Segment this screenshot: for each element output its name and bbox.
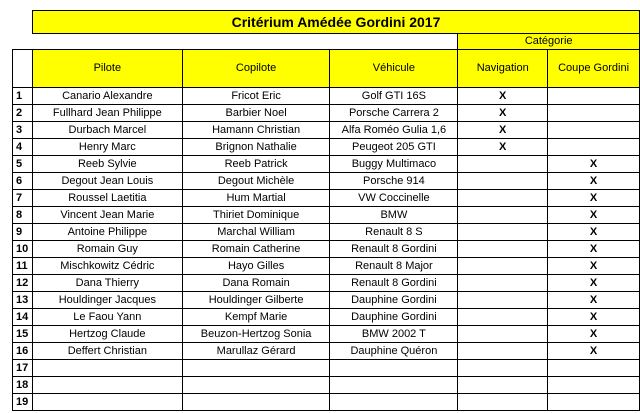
copilote-cell[interactable]: Fricot Eric	[182, 88, 330, 105]
coupe-gordini-cell[interactable]	[548, 394, 640, 411]
table-row	[13, 139, 640, 156]
vehicule-cell[interactable]: Renault 8 Gordini	[330, 241, 458, 258]
vehicule-cell[interactable]	[330, 360, 458, 377]
vehicule-cell[interactable]: Renault 8 Major	[330, 258, 458, 275]
copilote-cell[interactable]	[182, 377, 330, 394]
copilote-cell[interactable]: Dana Romain	[182, 275, 330, 292]
coupe-gordini-cell[interactable]	[548, 377, 640, 394]
vehicule-cell[interactable]: BMW	[330, 207, 458, 224]
coupe-gordini-cell[interactable]: X	[548, 343, 640, 360]
copilote-cell[interactable]: Houldinger Gilberte	[182, 292, 330, 309]
copilote-cell[interactable]: Kempf Marie	[182, 309, 330, 326]
table-row	[13, 292, 640, 309]
coupe-gordini-cell[interactable]: X	[548, 224, 640, 241]
row-number[interactable]: 10	[13, 241, 33, 258]
pilote-cell[interactable]: Henry Marc	[32, 139, 182, 156]
navigation-cell[interactable]: X	[458, 122, 548, 139]
table-row	[13, 207, 640, 224]
table-row	[13, 343, 640, 360]
vehicule-cell[interactable]: Peugeot 205 GTI	[330, 139, 458, 156]
vehicule-cell[interactable]: Renault 8 S	[330, 224, 458, 241]
navigation-cell[interactable]	[458, 173, 548, 190]
pilote-cell[interactable]: Fullhard Jean Philippe	[32, 105, 182, 122]
vehicule-cell[interactable]: Alfa Roméo Gulia 1,6	[330, 122, 458, 139]
row-number[interactable]: 15	[13, 326, 33, 343]
coupe-gordini-cell[interactable]	[548, 139, 640, 156]
table-row	[13, 156, 640, 173]
navigation-cell[interactable]	[458, 224, 548, 241]
coupe-gordini-cell[interactable]: X	[548, 173, 640, 190]
coupe-gordini-cell[interactable]: X	[548, 275, 640, 292]
vehicule-cell[interactable]: Porsche 914	[330, 173, 458, 190]
vehicule-cell[interactable]: Dauphine Gordini	[330, 309, 458, 326]
row-number[interactable]: 18	[13, 377, 33, 394]
copilote-cell[interactable]: Marullaz Gérard	[182, 343, 330, 360]
vehicule-cell[interactable]: Golf GTI 16S	[330, 88, 458, 105]
copilote-cell[interactable]: Hayo Gilles	[182, 258, 330, 275]
pilote-cell[interactable]: Degout Jean Louis	[32, 173, 182, 190]
header-copilote[interactable]: Copilote	[182, 50, 330, 88]
table-row	[13, 173, 640, 190]
copilote-cell[interactable]: Thiriet Dominique	[182, 207, 330, 224]
table-row	[13, 224, 640, 241]
copilote-cell[interactable]: Hum Martial	[182, 190, 330, 207]
row-number[interactable]: 8	[13, 207, 33, 224]
copilote-cell[interactable]: Brignon Nathalie	[182, 139, 330, 156]
row-number[interactable]: 7	[13, 190, 33, 207]
navigation-cell[interactable]	[458, 275, 548, 292]
row-number[interactable]: 11	[13, 258, 33, 275]
vehicule-cell[interactable]	[330, 394, 458, 411]
copilote-cell[interactable]: Barbier Noel	[182, 105, 330, 122]
copilote-cell[interactable]: Reeb Patrick	[182, 156, 330, 173]
navigation-cell[interactable]	[458, 258, 548, 275]
pilote-cell[interactable]	[32, 360, 182, 377]
copilote-cell[interactable]: Marchal William	[182, 224, 330, 241]
header-navigation[interactable]: Navigation	[458, 50, 548, 88]
pilote-cell[interactable]: Romain Guy	[32, 241, 182, 258]
table-row	[13, 394, 640, 411]
vehicule-cell[interactable]: Porsche Carrera 2	[330, 105, 458, 122]
pilote-cell[interactable]: Mischkowitz Cédric	[32, 258, 182, 275]
copilote-cell[interactable]: Beuzon-Hertzog Sonia	[182, 326, 330, 343]
row-number[interactable]: 13	[13, 292, 33, 309]
table-row	[13, 275, 640, 292]
pilote-cell[interactable]: Roussel Laetitia	[32, 190, 182, 207]
row-number[interactable]: 5	[13, 156, 33, 173]
pilote-cell[interactable]: Houldinger Jacques	[32, 292, 182, 309]
navigation-cell[interactable]	[458, 207, 548, 224]
copilote-cell[interactable]	[182, 394, 330, 411]
sheet-title[interactable]: Critérium Amédée Gordini 2017	[32, 11, 639, 34]
row-number[interactable]: 4	[13, 139, 33, 156]
coupe-gordini-cell[interactable]	[548, 122, 640, 139]
row-number[interactable]: 17	[13, 360, 33, 377]
row-number[interactable]: 16	[13, 343, 33, 360]
pilote-cell[interactable]: Durbach Marcel	[32, 122, 182, 139]
navigation-cell[interactable]	[458, 326, 548, 343]
copilote-cell[interactable]: Romain Catherine	[182, 241, 330, 258]
row-number[interactable]: 6	[13, 173, 33, 190]
coupe-gordini-cell[interactable]: X	[548, 207, 640, 224]
row-number[interactable]: 12	[13, 275, 33, 292]
vehicule-cell[interactable]: BMW 2002 T	[330, 326, 458, 343]
pilote-cell[interactable]: Le Faou Yann	[32, 309, 182, 326]
coupe-gordini-cell[interactable]: X	[548, 326, 640, 343]
navigation-cell[interactable]	[458, 309, 548, 326]
table-row	[13, 105, 640, 122]
row-number[interactable]: 3	[13, 122, 33, 139]
navigation-cell[interactable]	[458, 394, 548, 411]
coupe-gordini-cell[interactable]: X	[548, 309, 640, 326]
navigation-cell[interactable]	[458, 292, 548, 309]
row-number[interactable]: 14	[13, 309, 33, 326]
navigation-cell[interactable]	[458, 241, 548, 258]
vehicule-cell[interactable]: Renault 8 Gordini	[330, 275, 458, 292]
navigation-cell[interactable]	[458, 343, 548, 360]
table-row	[13, 241, 640, 258]
row-number[interactable]: 2	[13, 105, 33, 122]
table-row	[13, 88, 640, 105]
coupe-gordini-cell[interactable]	[548, 105, 640, 122]
table-row	[13, 360, 640, 377]
pilote-cell[interactable]: Reeb Sylvie	[32, 156, 182, 173]
header-vehicule[interactable]: Véhicule	[330, 50, 458, 88]
pilote-cell[interactable]: Dana Thierry	[32, 275, 182, 292]
category-header[interactable]: Catégorie	[458, 34, 640, 50]
header-pilote[interactable]: Pilote	[32, 50, 182, 88]
table-row	[13, 190, 640, 207]
pilote-cell[interactable]: Vincent Jean Marie	[32, 207, 182, 224]
pilote-cell[interactable]: Hertzog Claude	[32, 326, 182, 343]
coupe-gordini-cell[interactable]	[548, 360, 640, 377]
navigation-cell[interactable]: X	[458, 139, 548, 156]
table-row	[13, 377, 640, 394]
coupe-gordini-cell[interactable]: X	[548, 156, 640, 173]
pilote-cell[interactable]: Deffert Christian	[32, 343, 182, 360]
vehicule-cell[interactable]: Dauphine Gordini	[330, 292, 458, 309]
navigation-cell[interactable]: X	[458, 105, 548, 122]
coupe-gordini-cell[interactable]: X	[548, 190, 640, 207]
row-number[interactable]: 9	[13, 224, 33, 241]
table-row	[13, 122, 640, 139]
coupe-gordini-cell[interactable]: X	[548, 292, 640, 309]
copilote-cell[interactable]: Degout Michèle	[182, 173, 330, 190]
copilote-cell[interactable]	[182, 360, 330, 377]
table-row	[13, 309, 640, 326]
navigation-cell[interactable]: X	[458, 88, 548, 105]
pilote-cell[interactable]: Canario Alexandre	[32, 88, 182, 105]
pilote-cell[interactable]	[32, 394, 182, 411]
table-row	[13, 258, 640, 275]
pilote-cell[interactable]: Antoine Philippe	[32, 224, 182, 241]
navigation-cell[interactable]	[458, 156, 548, 173]
navigation-cell[interactable]	[458, 377, 548, 394]
vehicule-cell[interactable]: Dauphine Quéron	[330, 343, 458, 360]
pilote-cell[interactable]	[32, 377, 182, 394]
navigation-cell[interactable]	[458, 360, 548, 377]
navigation-cell[interactable]	[458, 190, 548, 207]
vehicule-cell[interactable]: VW Coccinelle	[330, 190, 458, 207]
table-row	[13, 326, 640, 343]
copilote-cell[interactable]: Hamann Christian	[182, 122, 330, 139]
coupe-gordini-cell[interactable]	[548, 88, 640, 105]
coupe-gordini-cell[interactable]: X	[548, 258, 640, 275]
vehicule-cell[interactable]: Buggy Multimaco	[330, 156, 458, 173]
entry-list-table	[12, 10, 640, 411]
header-coupe-gordini[interactable]: Coupe Gordini	[548, 50, 640, 88]
row-number[interactable]: 19	[13, 394, 33, 411]
vehicule-cell[interactable]	[330, 377, 458, 394]
row-number[interactable]: 1	[13, 88, 33, 105]
coupe-gordini-cell[interactable]: X	[548, 241, 640, 258]
